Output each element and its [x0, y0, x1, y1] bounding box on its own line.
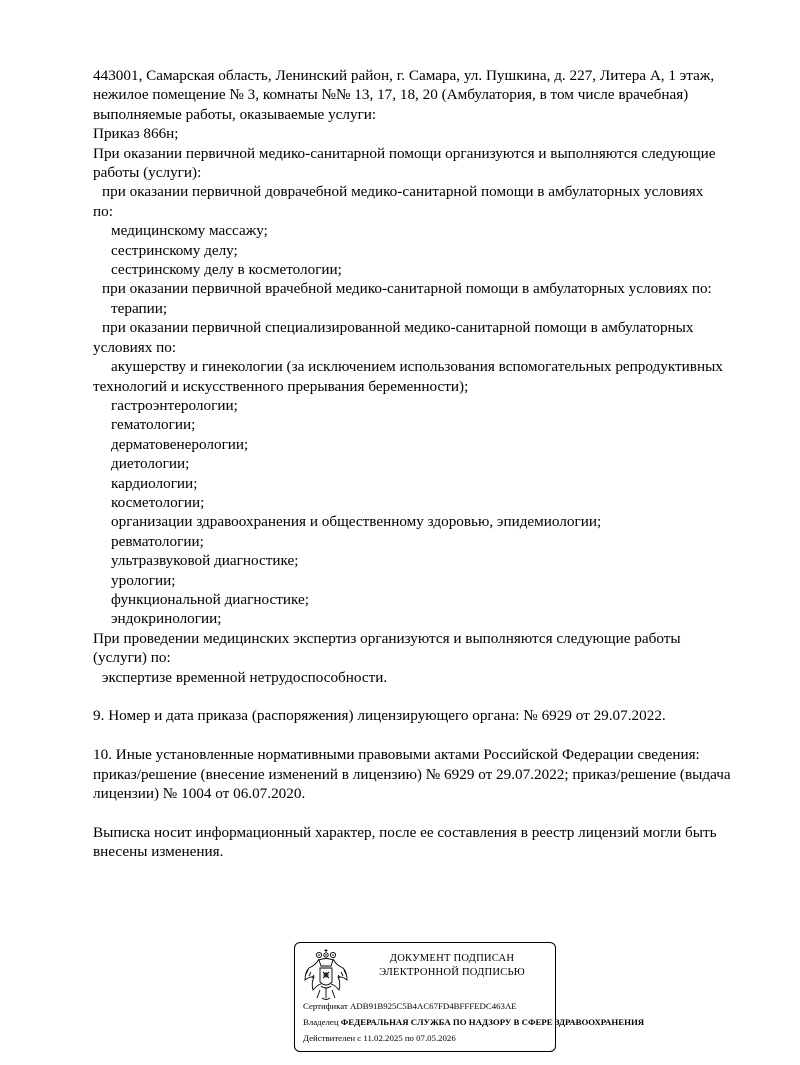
service-item: акушерству и гинекологии (за исключением использования вспомогательных репродуктивных: [111, 358, 723, 376]
document-body: [93, 66, 773, 862]
pre-doctor-care-heading-1: при оказании первичной доврачебной медико-санитарной помощи в амбулаторных условиях: [102, 183, 704, 201]
certificate-value: ADB91B925C5B4AC67FD4BFFFEDC463AE: [350, 1001, 517, 1011]
disclaimer-line-2: внесены изменения.: [93, 843, 224, 861]
service-item: ультразвуковой диагностике;: [111, 552, 299, 570]
item-10-line-2: приказ/решение (внесение изменений в лицензию) № 6929 от 29.07.2022; приказ/решение (выдача: [93, 765, 731, 783]
service-item: сестринскому делу;: [111, 241, 238, 259]
disclaimer-line-1: Выписка носит информационный характер, после ее составления в реестр лицензий могли быть: [93, 823, 717, 841]
pre-doctor-care-heading-2: по:: [93, 202, 113, 220]
primary-care-intro-2: работы (услуги):: [93, 164, 202, 182]
owner-value: ФЕДЕРАЛЬНАЯ СЛУЖБА ПО НАДЗОРУ В СФЕРЕ ЗДРАВООХРАНЕНИЯ: [340, 1017, 645, 1027]
service-item: диетологии;: [111, 455, 190, 473]
primary-care-intro-1: При оказании первичной медико-санитарной помощи организуются и выполняются следующие: [93, 144, 716, 162]
service-item: гастроэнтерологии;: [111, 396, 238, 414]
address-line-1: 443001, Самарская область, Ленинский район, г. Самара, ул. Пушкина, д. 227, Литера А, 1 этаж,: [93, 67, 715, 84]
service-item: косметологии;: [111, 493, 205, 511]
electronic-signature-stamp: [294, 942, 645, 1052]
service-item: функциональной диагностике;: [111, 590, 309, 608]
specialized-care-heading-1: при оказании первичной специализированной медико-санитарной помощи в амбулаторных: [102, 319, 694, 337]
stamp-owner: [303, 1017, 644, 1028]
order-reference: Приказ 866н;: [93, 125, 179, 143]
service-item: ревматологии;: [111, 532, 204, 550]
service-item-continued: технологий и искусственного прерывания беременности);: [93, 377, 469, 395]
service-item: гематологии;: [111, 416, 196, 434]
service-item: сестринскому делу в косметологии;: [111, 261, 342, 279]
item-9-order-number: 9. Номер и дата приказа (распоряжения) лицензирующего органа: № 6929 от 29.07.2022.: [93, 707, 666, 725]
service-item: урологии;: [111, 571, 176, 589]
expertise-heading-2: (услуги) по:: [93, 649, 171, 667]
stamp-title: [357, 952, 547, 980]
service-item: терапии;: [111, 299, 168, 317]
service-item: кардиологии;: [111, 474, 198, 492]
doctor-care-heading: при оказании первичной врачебной медико-санитарной помощи в амбулаторных условиях по:: [102, 280, 712, 298]
service-item: дерматовенерологии;: [111, 435, 249, 453]
stamp-validity: Действителен с 11.02.2025 по 07.05.2026: [303, 1033, 456, 1043]
coat-of-arms-icon: [302, 948, 350, 1004]
stamp-title-line-2: ЭЛЕКТРОННОЙ ПОДПИСЬЮ: [379, 967, 525, 978]
item-10-line-1: 10. Иные установленные нормативными правовыми актами Российской Федерации сведения:: [93, 746, 700, 764]
owner-label: Владелец: [303, 1017, 339, 1027]
service-item: эндокринологии;: [111, 610, 222, 628]
expertise-heading-1: При проведении медицинских экспертиз организуются и выполняются следующие работы: [93, 629, 681, 647]
item-10-line-3: лицензии) № 1004 от 06.07.2020.: [93, 785, 306, 802]
stamp-certificate: [303, 1001, 517, 1012]
works-heading: выполняемые работы, оказываемые услуги:: [93, 105, 377, 123]
certificate-label: Сертификат: [303, 1001, 348, 1011]
service-item: экспертизе временной нетрудоспособности.: [102, 668, 388, 686]
service-item: организации здравоохранения и общественному здоровью, эпидемиологии;: [111, 513, 602, 531]
stamp-title-line-1: ДОКУМЕНТ ПОДПИСАН: [389, 953, 515, 964]
address-line-2: нежилое помещение № 3, комнаты №№ 13, 17, 18, 20 (Амбулатория, в том числе врачебная): [93, 86, 689, 104]
specialized-care-heading-2: условиях по:: [93, 338, 177, 356]
service-item: медицинскому массажу;: [111, 222, 268, 240]
